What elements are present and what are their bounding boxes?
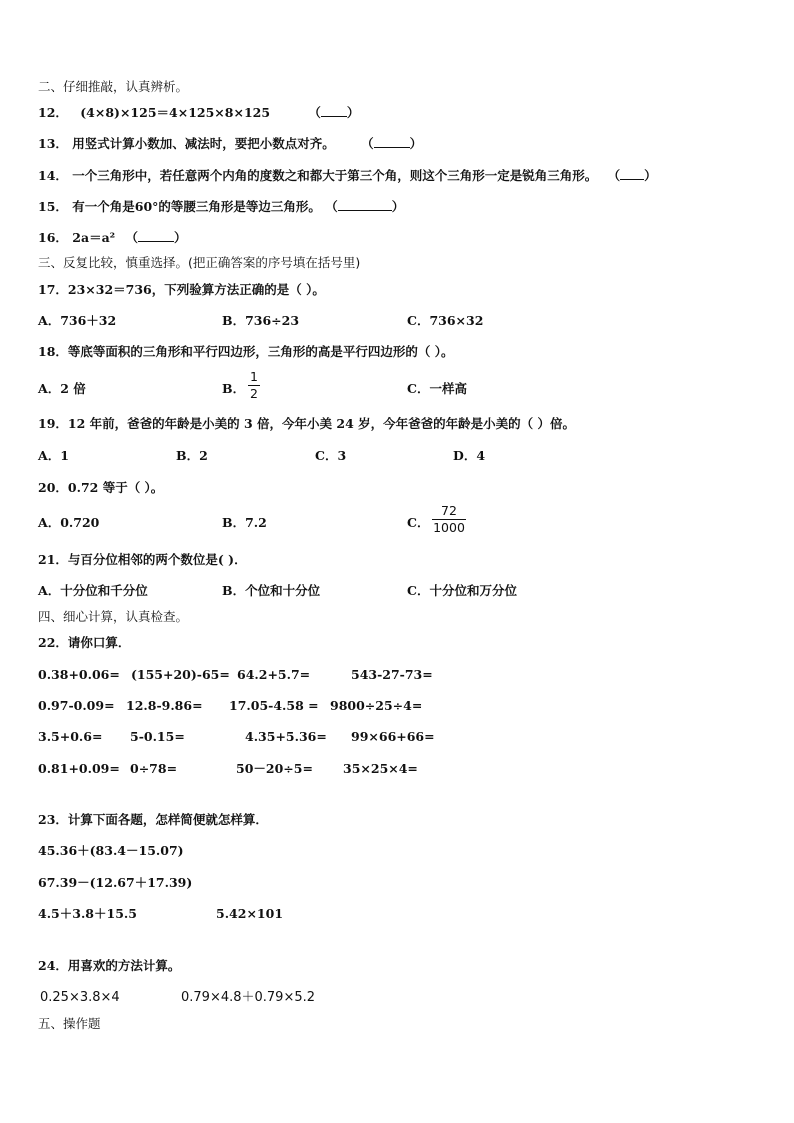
section-heading-2: 二、仔细推敲，认真辨析。 (38, 79, 189, 94)
section-heading-4: 四、细心计算，认真检查。 (38, 609, 189, 624)
calc-item: 9800÷25÷4= (330, 698, 423, 713)
calc-item: 99×66+66= (351, 729, 435, 744)
calc-item: 0÷78= (130, 761, 178, 776)
question-24-title: 24．用喜欢的方法计算。 (38, 958, 181, 973)
question-21-stem: 21．与百分位相邻的两个数位是( )． (38, 552, 247, 567)
answer-paren[interactable]: （ ） (325, 199, 405, 214)
calc-item: 12.8-9.86= (126, 698, 203, 713)
answer-paren[interactable]: （ ） (308, 105, 360, 120)
question-14 (38, 168, 657, 184)
question-18-stem: 18．等底等面积的三角形和平行四边形，三角形的高是平行四边形的（ ）。 (38, 344, 454, 359)
section-heading-3: 三、反复比较，慎重选择。(把正确答案的序号填在括号里) (38, 255, 361, 270)
answer-paren[interactable]: （ ） (361, 136, 423, 151)
answer-paren[interactable]: （ ） (607, 168, 657, 183)
calc-item: 4.35+5.36= (245, 729, 327, 744)
calc-item: 35×25×4= (343, 761, 418, 776)
option-b[interactable]: B．736÷23 (222, 313, 300, 328)
question-number: 12． (38, 105, 68, 120)
calc-item: 5.42×101 (216, 906, 284, 921)
option-a[interactable]: A．2 倍 (38, 381, 86, 396)
section-heading-5: 五、操作题 (38, 1016, 101, 1031)
option-b[interactable]: B． (222, 381, 246, 396)
option-c[interactable]: C． (407, 515, 430, 530)
option-c[interactable]: C．十分位和万分位 (407, 583, 517, 598)
calc-item: (155+20)-65= (131, 667, 230, 682)
calc-item: 17.05-4.58 = (229, 698, 319, 713)
question-text: (4×8)×125＝4×125×8×125 (80, 105, 271, 120)
calc-item: 67.39－(12.67＋17.39) (38, 875, 193, 890)
question-19-stem: 19．12 年前，爸爸的年龄是小美的 3 倍，今年小美 24 岁，今年爸爸的年龄是小美的（ ）倍。 (38, 416, 575, 431)
option-c[interactable]: C．736×32 (407, 313, 484, 328)
option-a[interactable]: A．十分位和千分位 (38, 583, 148, 598)
option-c[interactable]: C．一样高 (407, 381, 467, 396)
option-a[interactable]: A．1 (38, 448, 69, 463)
option-b[interactable]: B．7.2 (222, 515, 267, 530)
question-number: 14． (38, 168, 68, 183)
answer-paren[interactable]: （ ） (125, 230, 187, 245)
question-number: 16． (38, 230, 68, 245)
option-b[interactable]: B．2 (176, 448, 208, 463)
calc-item: 0.38+0.06= (38, 667, 120, 682)
question-text: 有一个角是60°的等腰三角形是等边三角形。 (72, 199, 321, 214)
option-c[interactable]: C．3 (315, 448, 347, 463)
option-b[interactable]: B．个位和十分位 (222, 583, 321, 598)
question-13 (38, 136, 422, 152)
calc-item: 3.5+0.6= (38, 729, 103, 744)
calc-item: 0.97-0.09= (38, 698, 115, 713)
calc-item: 5-0.15= (130, 729, 185, 744)
question-text: 2a＝a² (72, 230, 116, 245)
question-17-stem: 17．23×32＝736，下列验算方法正确的是（ ）。 (38, 282, 325, 297)
calc-item: 4.5＋3.8＋15.5 (38, 906, 137, 921)
question-20-stem: 20．0.72 等于（ ）。 (38, 480, 164, 495)
calc-item: 64.2+5.7= (237, 667, 311, 682)
calc-item: 50－20÷5= (236, 761, 313, 776)
fraction-72-over-1000: 72 1000 (433, 503, 465, 535)
question-15 (38, 199, 404, 215)
calc-item: 0.79×4.8＋0.79×5.2 (181, 990, 316, 1005)
question-text: 一个三角形中，若任意两个内角的度数之和都大于第三个角，则这个三角形一定是锐角三角形。 (72, 168, 598, 183)
question-number: 13． (38, 136, 68, 151)
calc-item: 45.36＋(83.4－15.07) (38, 843, 184, 858)
question-number: 15． (38, 199, 68, 214)
calc-item: 0.81+0.09= (38, 761, 120, 776)
option-a[interactable]: A．736＋32 (38, 313, 117, 328)
calc-item: 543-27-73= (351, 667, 433, 682)
question-23-title: 23．计算下面各题，怎样简便就怎样算． (38, 812, 268, 827)
calc-item: 0.25×3.8×4 (40, 990, 120, 1005)
question-16 (38, 230, 187, 246)
option-d[interactable]: D．4 (453, 448, 486, 463)
option-a[interactable]: A．0.720 (38, 515, 100, 530)
question-12 (38, 105, 359, 121)
fraction-one-half: 1 2 (248, 370, 260, 401)
question-22-title: 22．请你口算． (38, 635, 131, 650)
question-text: 用竖式计算小数加、减法时，要把小数点对齐。 (72, 136, 335, 151)
